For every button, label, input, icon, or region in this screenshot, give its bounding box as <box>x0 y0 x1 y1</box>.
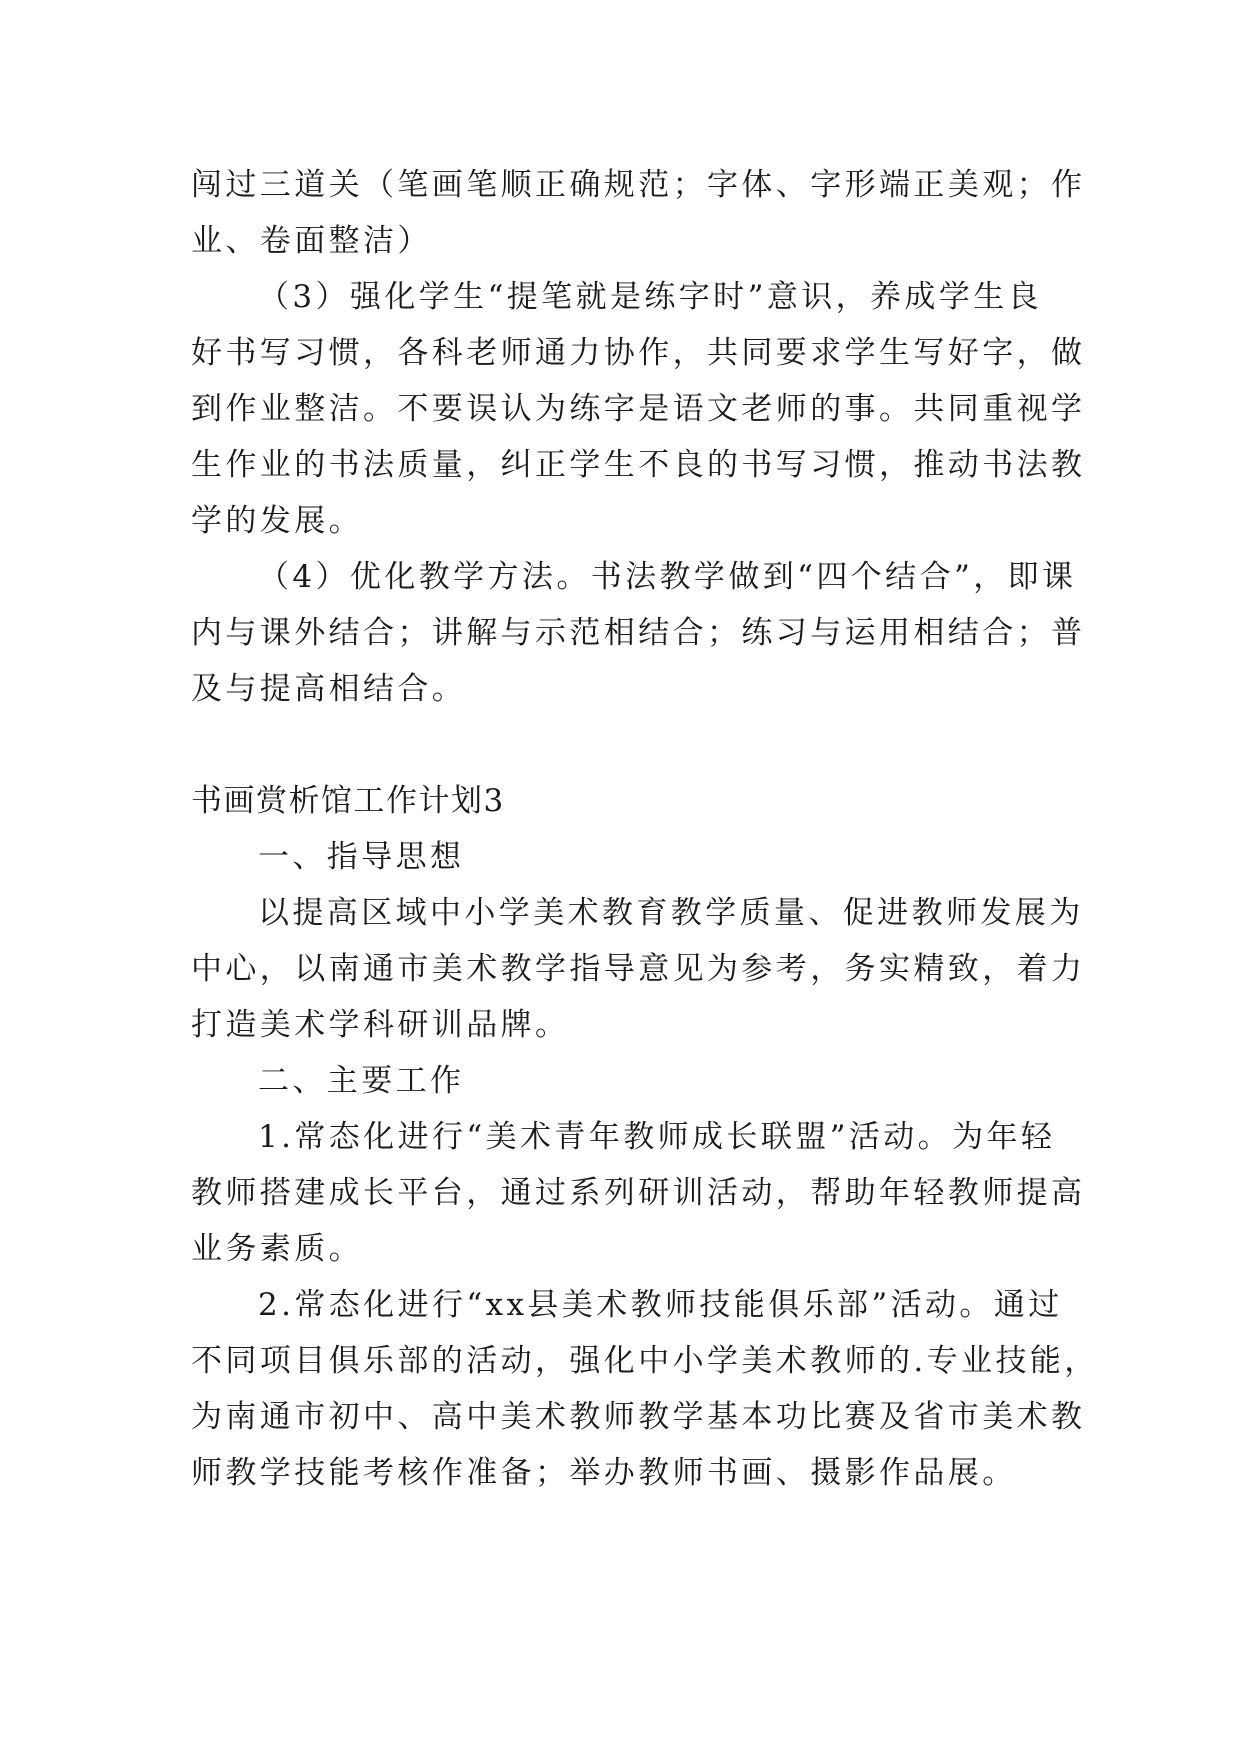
paragraph-line: （4）优化教学方法。书法教学做到“四个结合”，即课 <box>258 559 1077 595</box>
paragraph-line: 为南通市初中、高中美术教师教学基本功比赛及省市美术教 <box>191 1399 1086 1435</box>
paragraph-line: 以提高区域中小学美术教育教学质量、促进教师发展为 <box>258 895 1084 931</box>
paragraph-line: 业务素质。 <box>191 1231 363 1267</box>
paragraph-line: 及与提高相结合。 <box>191 671 467 707</box>
section-heading: 二、主要工作 <box>258 1063 465 1099</box>
paragraph-line: 打造美术学科研训品牌。 <box>191 1007 570 1043</box>
paragraph-line: 2.常态化进行“xx县美术教师技能俱乐部”活动。通过 <box>258 1287 1063 1323</box>
paragraph-line: 1.常态化进行“美术青年教师成长联盟”活动。为年轻 <box>258 1119 1056 1155</box>
paragraph-line: 学的发展。 <box>191 503 363 539</box>
paragraph-line: 师教学技能考核作准备；举办教师书画、摄影作品展。 <box>191 1455 1017 1491</box>
paragraph-line: 到作业整洁。不要误认为练字是语文老师的事。共同重视学 <box>191 391 1086 427</box>
section-title: 书画赏析馆工作计划3 <box>191 783 505 819</box>
section-heading: 一、指导思想 <box>258 839 465 875</box>
paragraph-line: 好书写习惯，各科老师通力协作，共同要求学生写好字，做 <box>191 335 1086 371</box>
paragraph-line: 教师搭建成长平台，通过系列研训活动，帮助年轻教师提高 <box>191 1175 1086 1211</box>
paragraph-line: 内与课外结合；讲解与示范相结合；练习与运用相结合；普 <box>191 615 1086 651</box>
paragraph-line: 闯过三道关（笔画笔顺正确规范；字体、字形端正美观；作 <box>191 167 1086 203</box>
paragraph-line: 不同项目俱乐部的活动，强化中小学美术教师的.专业技能， <box>191 1343 1099 1379</box>
paragraph-line: 中心，以南通市美术教学指导意见为参考，务实精致，着力 <box>191 951 1086 987</box>
paragraph-line: 业、卷面整洁） <box>191 223 432 259</box>
paragraph-line: 生作业的书法质量，纠正学生不良的书写习惯，推动书法教 <box>191 447 1086 483</box>
paragraph-line: （3）强化学生“提笔就是练字时”意识，养成学生良 <box>258 279 1043 315</box>
